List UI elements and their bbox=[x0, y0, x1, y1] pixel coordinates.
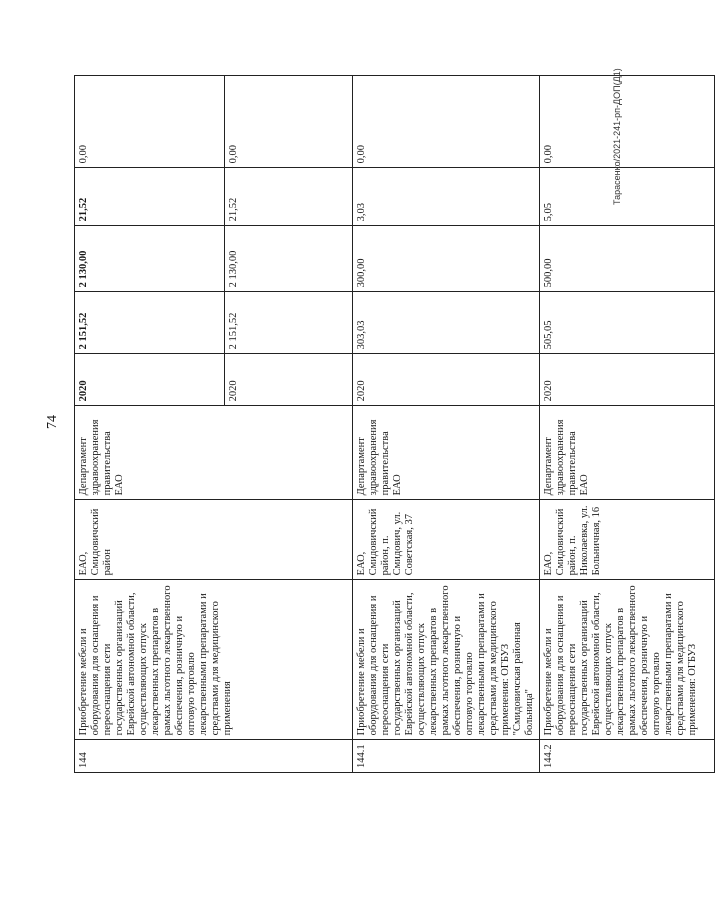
row-total: 505,05 bbox=[540, 292, 715, 354]
table-row bbox=[75, 76, 225, 773]
row-customer: Департамент здравоохранения правительства ЕАО bbox=[353, 406, 540, 500]
row-total: 303,03 bbox=[353, 292, 540, 354]
table-row bbox=[353, 76, 540, 773]
subrow-year: 2020 bbox=[225, 354, 353, 406]
row-year: 2020 bbox=[75, 354, 225, 406]
row-reg: 3,03 bbox=[353, 168, 540, 226]
subrow-reg: 21,52 bbox=[225, 168, 353, 226]
row-total: 2 151,52 bbox=[75, 292, 225, 354]
row-location: ЕАО, Смидовичский район bbox=[75, 500, 353, 580]
table-row bbox=[540, 76, 715, 773]
row-id: 144.1 bbox=[353, 740, 540, 773]
row-other: 0,00 bbox=[75, 76, 225, 168]
row-reg: 21,52 bbox=[75, 168, 225, 226]
row-name: Приобретение мебели и оборудования для оснащения и переоснащения сети государственных организаций Еврейской автономной области, осуществляющих отпуск лекарственных препаратов в рамках льготного лекарственного обеспечения, розничную и оптовую торговлю лекарственными препаратами и средствами для медицинского применения: ОГБУЗ "Смидовичская районная больница" bbox=[353, 580, 540, 740]
row-name: Приобретение мебели и оборудования для оснащения и переоснащения сети государственных организаций Еврейской автономной области, осуществляющих отпуск лекарственных препаратов в рамках льготного лекарственного обеспечения, розничную и оптовую торговлю лекарственными препаратами и средствами для медицинского применения bbox=[75, 580, 353, 740]
row-reg: 5,05 bbox=[540, 168, 715, 226]
document-footer: Тарасенко/2021-241-рп-ДОП(Д1) bbox=[612, 68, 622, 205]
row-fed: 300,00 bbox=[353, 226, 540, 292]
row-fed: 500,00 bbox=[540, 226, 715, 292]
subrow-other: 0,00 bbox=[225, 76, 353, 168]
subrow-total: 2 151,52 bbox=[225, 292, 353, 354]
subrow-fed: 2 130,00 bbox=[225, 226, 353, 292]
row-customer: Департамент здравоохранения правительства ЕАО bbox=[540, 406, 715, 500]
row-year: 2020 bbox=[540, 354, 715, 406]
row-year: 2020 bbox=[353, 354, 540, 406]
row-id: 144 bbox=[75, 740, 353, 773]
row-name: Приобретение мебели и оборудования для оснащения и переоснащения сети государственных организаций Еврейской автономной области, осуществляющих отпуск лекарственных препаратов в рамках льготного лекарственного обеспечения, розничную и оптовую торговлю лекарственными препаратами и средствами для медицинского применения: ОГБУЗ bbox=[540, 580, 715, 740]
page-number: 74 bbox=[45, 415, 60, 429]
row-customer: Департамент здравоохранения правительства ЕАО bbox=[75, 406, 353, 500]
row-location: ЕАО, Смидовичский район, п. Николаевка, ул. Больничная, 16 bbox=[540, 500, 715, 580]
row-other: 0,00 bbox=[353, 76, 540, 168]
row-other: 0,00 bbox=[540, 76, 715, 168]
row-fed: 2 130,00 bbox=[75, 226, 225, 292]
row-id: 144.2 bbox=[540, 740, 715, 773]
row-location: ЕАО, Смидовичский район, п. Смидович, ул. Советская, 37 bbox=[353, 500, 540, 580]
